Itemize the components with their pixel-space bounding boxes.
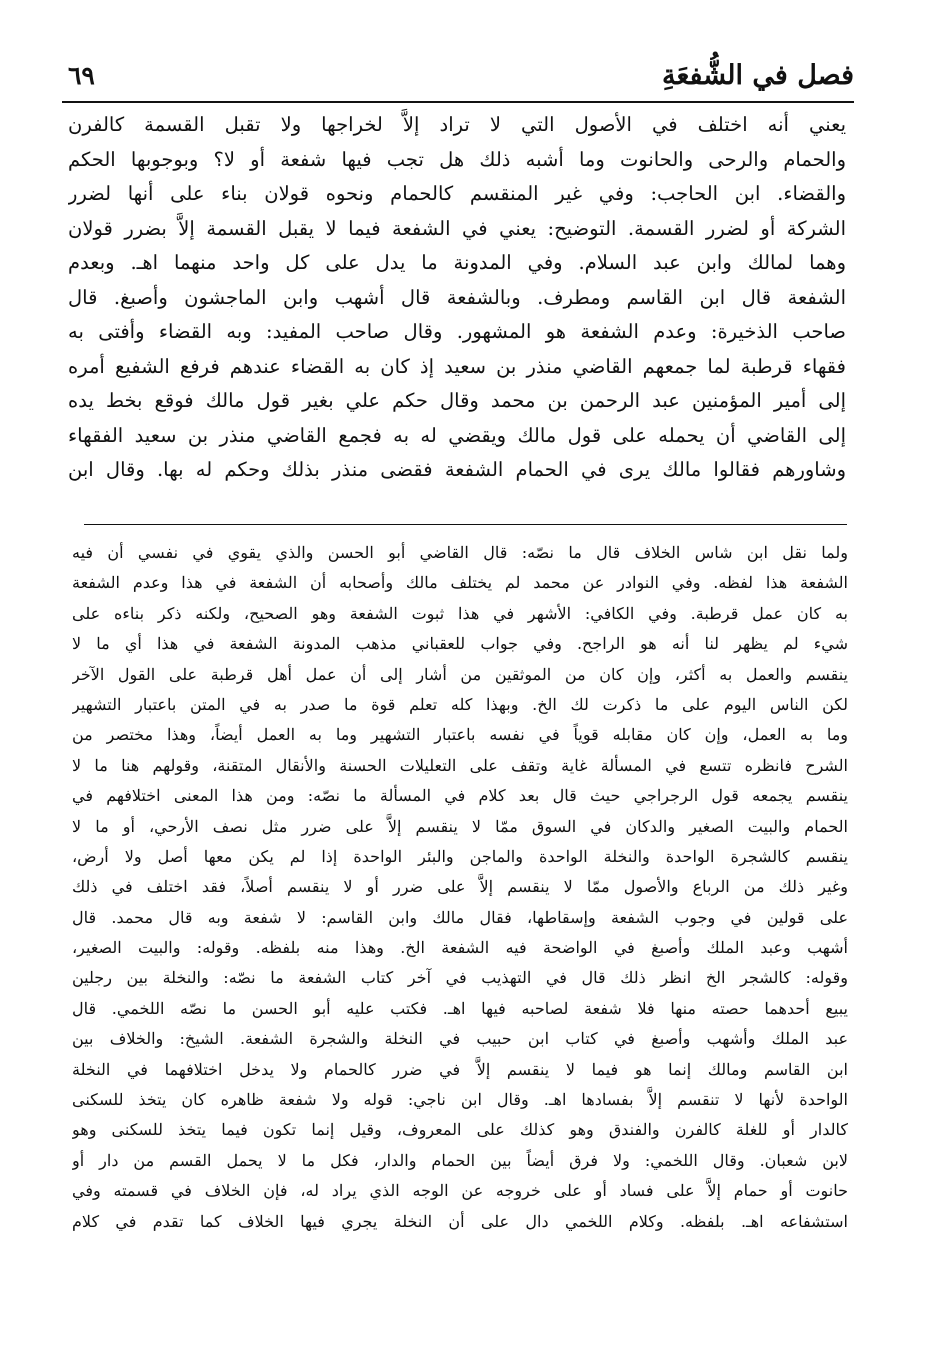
main-text-line: وشاورهم فقالوا مالك يرى في الحمام الشفعة فقضى منذر بذلك وحكم له بها. وقال ابن <box>68 458 846 481</box>
footnote-line: وما به العمل، وإن كان مقابله قوياً في نفسه باعتبار التشهير وما به العمل أيضاً، وهذا مختصر من <box>72 725 848 745</box>
footnote-line: وقوله: كالشجر الخ انظر ذلك قال في التهذيب في آخر كتاب الشفعة ما نصّه: والنخلة بين رجلين <box>72 968 848 988</box>
main-text-line: إلى أمير المؤمنين عبد الرحمن بن محمد وقال حكم علي بغير قول مالك فوقع بخط يده <box>68 389 846 412</box>
footnote-line: به كان عمل قرطبة. وفي الكافي: الأشهر في هذا ثبوت الشفعة وهو الصحيح، ولكنه ذكر بناءه على <box>72 603 848 623</box>
main-text-line: صاحب الذخيرة: وعدم الشفعة هو المشهور. وقال صاحب المفيد: وبه القضاء وأفتى به <box>68 320 846 343</box>
page-header <box>62 58 854 98</box>
footnote-line: وغير ذلك من الرباع والأصول ممّا لا ينقسم إلاَّ على ضرر أو لا ينقسم أصلاً، فقد اختلف في ذلك <box>72 877 848 897</box>
footnote-line: على قولين في وجوب الشفعة وإسقاطها، فقال مالك وابن القاسم: لا شفعة وبه قال محمد. قال <box>72 907 848 927</box>
footnote-divider <box>84 524 847 525</box>
footnote-line: يبيع أحدهما حصته منها فلا شفعة لصاحبه فيها اهـ. فكتب عليه أبو الحسن ما نصّه اللخمي. قال <box>72 998 848 1018</box>
main-text-line: وهما لمالك وابن عبد السلام. وفي المدونة ما يدل على كل واحد منهما اهـ. وبعدم <box>68 251 846 274</box>
footnote-line: ابن القاسم ومالك إنما هو فيما لا ينقسم إلاَّ في ضرر كالحمام ولا يدخل اختلافهما في النخلة <box>72 1059 848 1079</box>
footnote-line: لابن شعبان. وقال اللخمي: ولا فرق أيضاً بين الحمام والدار، فكل ما لا يحمل القسم من دار أو <box>72 1150 848 1170</box>
chapter-title: فصل في الشُّفعَةِ <box>662 60 854 91</box>
footnote-line: الشرح فانظره تتسع في المسألة غاية وتقف على التعليلات الحسنة والأنقال المتقنة، وقولهم هنا ما لا <box>72 755 848 775</box>
footnote-line: ينقسم والعمل به أكثر، وإن كان من الموثقين من أشار إلى أن عمل أهل قرطبة على القول الآخر <box>72 664 848 684</box>
main-text-line: الشفعة قال ابن القاسم ومطرف. وبالشفعة قال أشهب وابن الماجشون وأصبغ. قال <box>68 285 846 309</box>
page-number: ٦٩ <box>68 61 95 90</box>
footnote-line: الشفعة هذا لفظه. وفي النوادر عن محمد لم يختلف مالك وأصحابه أن الشفعة في هذا وعدم الشفعة <box>72 573 848 593</box>
footnote-body <box>72 538 848 1237</box>
footnote-line: الحمام والبيت الصغير والدكان في السوق ممّا لا ينقسم إلاَّ على ضرر مثل نصف الأرحي، أو ما لا <box>72 816 848 836</box>
footnote-line: كالدار أو للغلة كالفرن والفندق وهو كذلك على المعروف، وقيل إنما تكون فيما يتخذ للسكنى وهو <box>72 1120 848 1140</box>
footnote-line: الواحدة لأنها لا تنقسم إلاَّ بفسادها اهـ. وقال ابن ناجي: قوله ولا شفعة ظاهره كان يتخذ للسكنى <box>72 1090 848 1110</box>
main-text-body <box>68 108 846 488</box>
footnote-line: ينقسم يجمعه قول الرجراجي حيث قال بعد كلام في المسألة ما نصّه: ومن هذا المعنى اختلافهم في <box>72 786 848 806</box>
main-text-line: والحمام والرحى والحانوت وما أشبه ذلك هل تجب فيها شفعة أو لا؟ وبوجوبها الحكم <box>68 147 846 171</box>
footnote-line: عبد الملك وأشهب وأصبغ في كتاب ابن حبيب في النخلة والشجرة الشفعة. الشيخ: والخلاف بين <box>72 1029 848 1049</box>
footnote-line: لكن الناس اليوم على ما ذكرت لك الخ. وبهذا كله تعلم قوة ما صدر به في المتن باعتبار التشهير <box>72 694 848 714</box>
main-text-line: والقضاء. ابن الحاجب: وفي غير المنقسم كالحمام ونحوه قولان بناء على أنها لضرر <box>68 182 846 205</box>
footnote-line: ولما نقل ابن شاس الخلاف قال ما نصّه: قال القاضي أبو الحسن والذي يقوي في نفسي أن فيه <box>72 543 848 562</box>
main-text-line: فقهاء قرطبة لما جمعهم القاضي منذر بن سعيد إذ كان به القضاء عندهم فرفع الشفيع أمره <box>68 354 846 378</box>
footnote-line: شيء لم يظهر لنا أنه هو الراجح. وفي جواب للعقباني مذهب المدونة الشفعة في هذا أي ما لا <box>72 634 848 654</box>
footnote-line: أشهب وعبد الملك وأصبغ في الواضحة فيه الشفعة الخ. وهذا منه بلفظه. وقوله: والبيت الصغير، <box>72 938 848 958</box>
header-divider <box>62 101 854 103</box>
main-text-line: الشركة أو لضرر القسمة. التوضيح: يعني في الشفعة فيما لا يقبل القسمة إلاَّ بضرر قولان <box>68 216 846 240</box>
footnote-line: حانوت أو حمام إلاَّ على فساد أو على خروجه عن الوجه الذي يراد له، فإن الخلاف في قسمته وفي <box>72 1181 848 1201</box>
main-text-line: يعني أنه اختلف في الأصول التي لا تراد إلاَّ لخراجها ولا تقبل القسمة كالفرن <box>68 113 846 136</box>
footnote-line: ينقسم كالشجرة الواحدة والنخلة الواحدة والماجن والبئر الواحدة إذا لم يكن معها أصل ولا أرض، <box>72 846 848 866</box>
footnote-line: استشفاعه اهـ. بلفظه. وكلام اللخمي دال على أن النخلة يجري فيها الخلاف كما تقدم في كلام <box>72 1211 848 1231</box>
main-text-line: إلى القاضي أن يحمله على قول مالك ويقضي له به فجمع القاضي منذر بن سعيد الفقهاء <box>68 423 846 447</box>
